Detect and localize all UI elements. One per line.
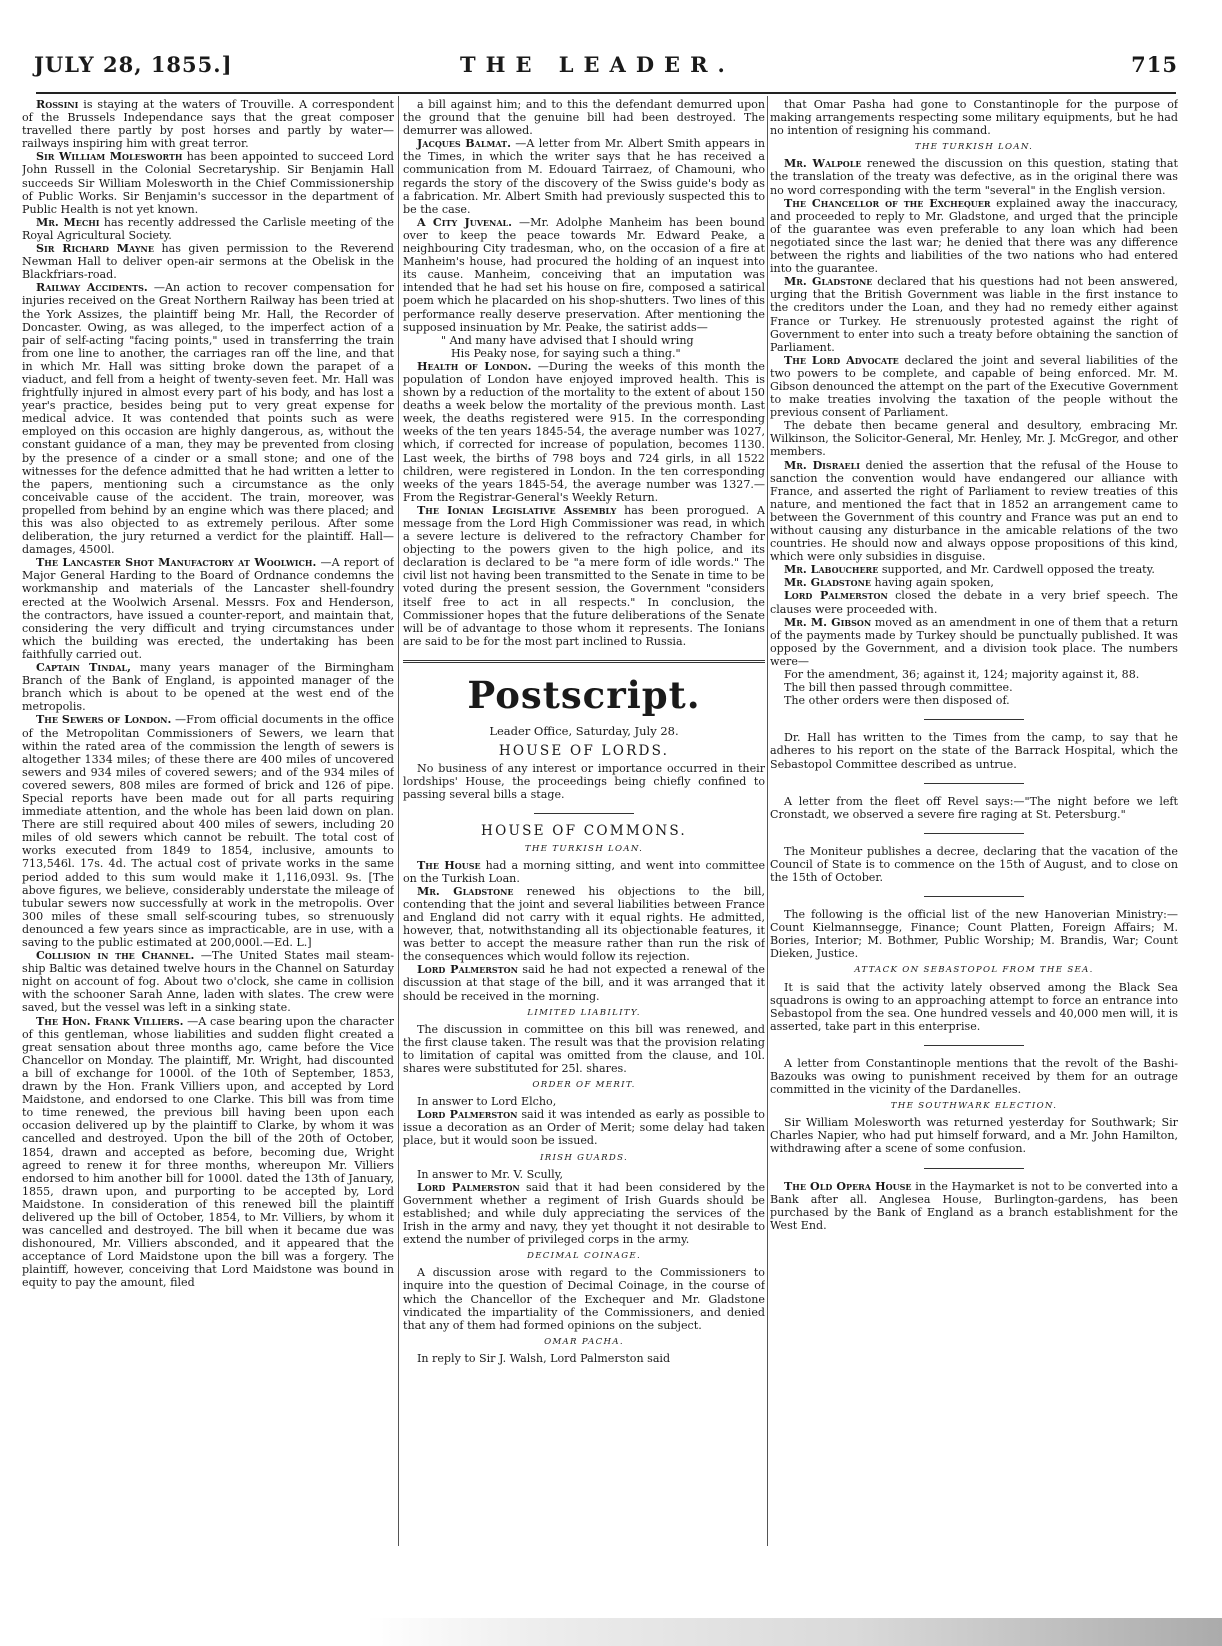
item-lead: The Hon. Frank Villiers. — [36, 1014, 184, 1028]
item-text: denied the assertion that the refusal of the House to sanction the convention would have endangered our alliance with France, and asserted the right of Parliament to review treaties of this nature, and mentioned the fact that in 1852 an arrangement came to between the Government of this country and France was put an end to without causing any disturbance in the amicable relations of the two countries. He should now and always oppose propositions of this kind, which were only subsidies in disguise. — [770, 458, 1178, 564]
item-text: —A case bearing upon the character of this gentleman, whose liabilities and sudden flight created a great sensation about three months ago, came before the Vice Chancellor on Monday. The plaintiff, Mr. Wright, had discounted a bill of exchange for 1000l. of the 10th of September, 1853, drawn by the Hon. Frank Villiers upon, and accepted by Lord Maidstone, and endorsed to one Clarke. This bill was from time to time renewed, the previous bill having been upon each occasion delivered up by the plaintiff to Clarke, by whom it was cancelled and destroyed. Upon the bill of the 20th of October, 1854, drawn and accepted as before, becoming due, Wright agreed to renew it for three months, whereupon Mr. Villiers endorsed to him another bill for 1000l. dated the 13th of January, 1855, drawn upon, and purporting to be accepted by, Lord Maidstone. In consideration of this renewed bill the plaintiff delivered up the bill of October, 1854, to Mr. Villiers, by whom it was cancelled and destroyed. The bill when it became due was dishonoured, Mr. Villiers absconded, and it appeared that the acceptance of Lord Maidstone upon the bill was a forgery. The plaintiff, however, conceiving that Lord Maidstone was bound in equity to pay the amount, filed — [22, 1014, 394, 1290]
subheading: LIMITED LIABILITY. — [527, 1007, 641, 1018]
paragraph — [22, 150, 394, 215]
paragraph — [403, 963, 765, 1002]
news-item: The Moniteur publishes a decree, declaring that the vacation of the Council of State is to commence on the 15th of August, and to close on the 15th of October. — [770, 844, 1178, 884]
item-text: The discussion in committee on this bill was renewed, and the first clause taken. The result was that the provision relating to limitation of capital was omitted from the clause, and 10l. shares were substituted for 25l. shares. — [403, 1022, 765, 1075]
paragraph: No business of any interest or importance occurred in their lordships' House, the proceedings being chiefly confined to passing several bills a stage. — [403, 762, 765, 802]
item-text: In reply to Sir J. Walsh, Lord Palmerston said — [417, 1351, 671, 1365]
item-lead: Lord Palmerston — [417, 1108, 518, 1122]
paragraph — [403, 1352, 765, 1365]
paragraph — [770, 563, 1178, 576]
paragraph — [22, 556, 394, 661]
item-text: —During the weeks of this month the population of London have enjoyed improved health. This is shown by a reduction of the mortality to the extent of about 150 deaths a week below the mortality of the previous month. Last week, the deaths registered were 915. In the corresponding weeks of the ten years 1845-54, the average number was 1027, which, if corrected for increase of population, becomes 1130. Last week, the births of 798 boys and 724 girls, in all 1522 children, were registered in London. In the ten corresponding weeks of the years 1845-54, the average number was 1327.—From the Registrar-General's Weekly Return. — [403, 359, 765, 504]
paragraph — [22, 242, 394, 281]
subheading: OMAR PACHA. — [544, 1336, 624, 1347]
item-lead: The Lancaster Shot Manufactory at Woolwich. — [36, 556, 317, 570]
section-divider — [403, 660, 765, 663]
item-lead: Railway Accidents. — [36, 281, 148, 295]
divider — [924, 833, 1024, 834]
paragraph — [22, 713, 394, 949]
item-text: supported, and Mr. Cardwell opposed the treaty. — [881, 563, 1155, 577]
paragraph — [770, 459, 1178, 564]
news-item: The following is the official list of the new Hanoverian Ministry:—Count Kielmannsegge, Finance; Count Platten, Foreign Affairs; M. Bories, Interior; M. Bothmer, Public Worship; M. Brandis, War; Count Dieken, Justice. — [770, 908, 1178, 961]
section-heading: HOUSE OF LORDS. — [498, 743, 670, 760]
item-lead: Lord Palmerston — [417, 1180, 520, 1194]
item-lead: Mr. Gladstone — [784, 275, 873, 289]
paragraph — [22, 949, 394, 1014]
news-item: A letter from the fleet off Revel says:—"The night before we left Cronstadt, we observed a severe fire raging at St. Petersburg." — [770, 794, 1178, 821]
page-header — [30, 52, 1178, 78]
subheading: THE SOUTHWARK ELECTION. — [890, 1101, 1058, 1112]
item-lead: Sir Richard Mayne — [36, 242, 154, 256]
item-text: The debate then became general and desultory, embracing Mr. Wilkinson, the Solicitor-General, Mr. Henley, Mr. J. McGregor, and other members. — [770, 419, 1178, 459]
item-lead: Health of London. — [417, 359, 532, 373]
newspaper-title: THE LEADER. — [460, 52, 735, 77]
paragraph — [770, 157, 1178, 196]
paragraph — [770, 668, 1178, 681]
item-text: renewed the discussion on this question, stating that the translation of the treaty was defective, as in the original there was no word corresponding with the term "several" in the English version. — [770, 157, 1178, 197]
news-item — [770, 1180, 1178, 1232]
item-lead: Sir William Molesworth — [36, 150, 183, 164]
item-text: In answer to Mr. V. Scully, — [417, 1167, 564, 1181]
scan-edge — [0, 1618, 1222, 1646]
divider — [924, 719, 1024, 720]
item-text: has been prorogued. A message from the Lord High Commissioner was read, in which a severe lecture is delivered to the refractory Chamber for objecting to the powers given to the high police, and its declaration is declared to be "a mere form of idle words." The civil list not having been transmitted to the Senate in time to be voted during the present session, the Government "considers itself free to act in all respects." In conclusion, the Commissioner hopes that the future deliberations of the Senate will be of advantage to those whom it represents. The Ionians are said to be for the most part inclined to Russia. — [403, 503, 765, 648]
item-lead: A City Juvenal. — [417, 215, 513, 229]
item-text: The bill then passed through committee. — [784, 681, 1013, 695]
paragraph — [770, 576, 1178, 589]
paragraph — [770, 98, 1178, 137]
paragraph — [770, 681, 1178, 694]
subheading: DECIMAL COINAGE. — [527, 1251, 641, 1262]
item-text: a bill against him; and to this the defendant demurred upon the ground that the genuine bill had been destroyed. The demurrer was allowed. — [403, 98, 765, 138]
item-lead: The House — [417, 858, 481, 872]
paragraph — [22, 216, 394, 242]
paragraph — [403, 1023, 765, 1075]
item-text: In answer to Lord Elcho, — [417, 1095, 557, 1109]
page-number: 715 — [1131, 52, 1178, 77]
item-text: moved as an amendment in one of them that a return of the payments made by Turkey should be punctually published. It was opposed by the Government, and a division took place. The numbers were— — [770, 615, 1178, 668]
issue-date: JULY 28, 1855.] — [34, 52, 233, 77]
paragraph — [770, 694, 1178, 707]
paragraph — [403, 1095, 765, 1108]
item-text: said that it had been considered by the Government whether a regiment of Irish Guards should be established; and while duly appreciating the services of the Irish in the army and navy, they yet thought it not desirable to extend the number of privileged corps in the army. — [403, 1180, 765, 1247]
paragraph — [22, 1015, 394, 1290]
paragraph — [22, 661, 394, 713]
subheading: ORDER OF MERIT. — [532, 1080, 636, 1091]
postscript-title: Postscript. — [467, 672, 701, 717]
item-lead: Mr. Labouchere — [784, 563, 879, 577]
item-lead: Mr. Gladstone — [784, 576, 872, 590]
item-text: that Omar Pasha had gone to Constantinople for the purpose of making arrangements respecting some military equipments, but he had no intention of resigning his command. — [770, 98, 1178, 138]
paragraph — [403, 360, 765, 504]
item-lead: Captain Tindal, — [36, 661, 132, 675]
column-rule — [767, 96, 768, 1546]
paragraph — [770, 419, 1178, 458]
item-text: —From official documents in the office of the Metropolitan Commissioners of Sewers, we learn that within the rated area of the commission the length of sewers is altogether 1334 miles; of these there are 400 miles of uncovered sewers and 934 miles of covered sewers; and of the 934 miles of covered sewers, 808 miles are formed of brick and 126 of pipe. Special reports have been made out for all parts requiring immediate attention, and the whole has been laid down on plan. There are still required about 400 miles of sewers, including 20 miles of old sewers which cannot be rebuilt. The total cost of works executed from 1849 to 1854, inclusive, amounts to 713,546l. 17s. 4d. The actual cost of private works in the same period added to this sum would make it 1,116,093l. 9s. [The above figures, we believe, considerably understate the mileage of tubular sewers now successfully at work in the metropolis. Over 300 miles of these small self-scouring tubes, so strenuously denounced a few years since as impracticable, are in use, with a saving to the public estimated at 200,000l.—Ed. L.] — [22, 713, 394, 949]
item-text: —A letter from Mr. Albert Smith appears in the Times, in which the writer says that he has received a communication from M. Edouard Tairraez, of Chamouni, who regards the story of the discovery of the Swiss guide's body as a fabrication. Mr. Albert Smith had previously suspected this to be the case. — [403, 137, 765, 216]
header-rule — [36, 92, 1176, 94]
paragraph — [403, 1168, 765, 1181]
news-item: A letter from Constantinople mentions that the revolt of the Bashi-Bazouks was owing to punishment received by them for an outrage committed in the vicinity of the Dardanelles. — [770, 1056, 1178, 1097]
item-text: —A report of Major General Harding to the Board of Ordnance condemns the workmanship and materials of the Lancaster shell-foundry erected at the Woolwich Arsenal. Messrs. Fox and Henderson, the contractors, have issued a counter-report, and maintain that, considering the very difficult and trying circumstances under which the building was erected, the undertaking has been faithfully carried out. — [22, 556, 394, 661]
subheading: ATTACK ON SEBASTOPOL FROM THE SEA. — [854, 965, 1094, 976]
paragraph — [403, 216, 765, 334]
item-text: —The United States mail steam-ship Baltic was detained twelve hours in the Channel on Saturday night on account of fog. About two o'clock, she came in collision with the schooner Sarah Anne, laden with slates. The crew were saved, but the vessel was left in a sinking state. — [22, 949, 394, 1015]
item-text: renewed his objections to the bill, contending that the joint and several liabilities between France and England did not carry with it equal rights. He admitted, however, that, notwithstanding all its objectionable features, it was better to accept the measure rather than run the risk of the consequences which would follow its rejection. — [403, 884, 765, 964]
item-lead: The Chancellor of the Exchequer — [784, 196, 991, 210]
column-3 — [770, 98, 1178, 1568]
subheading: THE TURKISH LOAN. — [914, 142, 1034, 153]
paragraph — [403, 504, 765, 648]
item-text: closed the debate in a very brief speech. The clauses were proceeded with. — [770, 589, 1178, 616]
subheading: IRISH GUARDS. — [540, 1152, 628, 1163]
paragraph — [403, 885, 765, 964]
item-text: many years manager of the Birmingham Branch of the Bank of England, is appointed manager of the branch which is about to be opened at the west end of the metropolis. — [22, 661, 394, 714]
item-lead: Lord Palmerston — [417, 963, 518, 977]
section-heading: HOUSE OF COMMONS. — [481, 823, 687, 840]
divider — [534, 813, 634, 814]
item-text: had a morning sitting, and went into committee on the Turkish Loan. — [403, 858, 765, 885]
dateline: Leader Office, Saturday, July 28. — [489, 723, 679, 738]
item-text: For the amendment, 36; against it, 124; majority against it, 88. — [784, 668, 1140, 682]
item-text: said it was intended as early as possible to issue a decoration as an Order of Merit; some delay had taken place, but it would soon be issued. — [403, 1108, 765, 1148]
item-lead: Mr. Mechi — [36, 215, 100, 229]
item-lead: Rossini — [36, 98, 79, 111]
item-lead: Collision in the Channel. — [36, 949, 195, 963]
item-lead: The Ionian Legislative Assembly — [417, 503, 617, 517]
paragraph — [770, 354, 1178, 419]
item-lead: Mr. Walpole — [784, 157, 862, 171]
verse-line: His Peaky nose, for saying such a thing." — [451, 346, 681, 360]
paragraph — [403, 859, 765, 885]
paragraph — [403, 1266, 765, 1331]
column-2 — [403, 98, 765, 1568]
item-text: A discussion arose with regard to the Commissioners to inquire into the question of Decimal Coinage, in the course of which the Chancellor of the Exchequer and Mr. Gladstone vindicated the impartiality of the Commissioners, and denied that any of them had formed opinions on the subject. — [403, 1266, 765, 1332]
verse-line: " And many have advised that I should wring — [441, 333, 694, 347]
news-item: It is said that the activity lately observed among the Black Sea squadrons is owing to an approaching attempt to force an entrance into Sebastopol from the sea. One hundred vessels and 40,000 men will, it is asserted, take part in this enterprise. — [770, 980, 1178, 1033]
paragraph — [403, 1181, 765, 1246]
divider — [924, 896, 1024, 897]
item-text: declared the joint and several liabilities of the two powers to be complete, and capable of being enforced. Mr. M. Gibson denounced the attempt on the part of the Executive Government to make treaties involving the taxation of the people without the previous consent of Parliament. — [770, 353, 1178, 420]
item-text: has recently addressed the Carlisle meeting of the Royal Agricultural Society. — [22, 215, 394, 242]
item-lead: Mr. Gladstone — [417, 884, 514, 898]
divider — [924, 1045, 1024, 1046]
item-lead: Mr. Disraeli — [784, 458, 861, 472]
item-lead: The Sewers of London. — [36, 713, 172, 727]
item-text: has been appointed to succeed Lord John Russell in the Colonial Secretaryship. Sir Benjamin Hall succeeds Sir William Molesworth in the Chief Commissionership of Public Works. Sir Benjamin's successor in the department of Public Health is not yet known. — [22, 150, 394, 216]
item-lead: Mr. M. Gibson — [784, 615, 872, 629]
item-text: explained away the inaccuracy, and proceeded to reply to Mr. Gladstone, and urged that the principle of the guarantee was even preferable to any loan which had been negotiated since the last war; he denied that there was any difference between the rights and liabilities of the two nations who had entered into the guarantee. — [770, 196, 1178, 276]
divider — [924, 783, 1024, 784]
column-rule — [398, 96, 399, 1546]
item-lead: Jacques Balmat. — [417, 137, 511, 151]
item-lead: Lord Palmerston — [784, 589, 888, 603]
item-text: declared that his questions had not been answered, urging that the British Government was liable in the first instance to the creditors under the Loan, and they had no remedy either against France or Turkey. He strenuously protested against the right of Government to enter into such a treaty before obtaining the sanction of Parliament. — [770, 275, 1178, 354]
subheading: THE TURKISH LOAN. — [524, 843, 644, 854]
paragraph — [770, 275, 1178, 354]
column-1 — [22, 98, 394, 1568]
paragraph — [403, 1108, 765, 1147]
paragraph — [403, 137, 765, 216]
item-text: having again spoken, — [874, 576, 994, 590]
divider — [924, 1168, 1024, 1169]
paragraph — [403, 98, 765, 137]
news-item: Sir William Molesworth was returned yesterday for Southwark; Sir Charles Napier, who had put himself forward, and a Mr. John Hamilton, withdrawing after a scene of some confusion. — [770, 1116, 1178, 1156]
news-item: Dr. Hall has written to the Times from the camp, to say that he adheres to his report on the state of the Barrack Hospital, which the Sebastopol Committee described as untrue. — [770, 731, 1178, 771]
item-text: has given permission to the Reverend Newman Hall to deliver open-air sermons at the Obelisk in the Blackfriars-road. — [22, 242, 394, 282]
paragraph — [22, 281, 394, 556]
item-lead: The Lord Advocate — [784, 353, 899, 367]
item-lead: The Old Opera House — [784, 1179, 912, 1193]
item-text: in the Haymarket is not to be converted into a Bank after all. Anglesea House, Burlington-gardens, has been purchased by the Bank of England as a branch establishment for the West End. — [770, 1179, 1178, 1232]
item-text: is staying at the waters of Trouville. A correspondent of the Brussels Independance says that the great composer travelled there partly by post horses and partly by water—railways inspiring him with great terror. — [22, 98, 394, 151]
item-text: —An action to recover compensation for injuries received on the Great Northern Railway has been tried at the York Assizes, the plaintiff being Mr. Hall, the Recorder of Doncaster. Owing, as was alleged, to the imperfect action of a pair of self-acting "facing points," used in transferring the train from one line to another, the carriages ran off the line, and that in which Mr. Hall was sitting broke down the parapet of a viaduct, and fell from a height of twenty-seven feet. Mr. Hall was frightfully injured in almost every part of his body, and has lost a year's practice, besides being put to very great expense for medical advice. It was contended that points such as were employed on this occasion are highly dangerous, as, without the constant guidance of a man, they may be prevented from closing by the presence of a cinder or a small stone; and one of the witnesses for the defence admitted that he had written a letter to the papers, mentioning such a circumstance as the only conceivable cause of the accident. The train, moreover, was propelled from behind by an engine which was there placed; and this was also objected to as extremely perilous. After some deliberation, the jury returned a verdict for the plaintiff. Hall—damages, 4500l. — [22, 281, 394, 557]
item-text: said he had not expected a renewal of the discussion at that stage of the bill, and it was arranged that it should be received in the morning. — [403, 963, 765, 1003]
paragraph — [770, 616, 1178, 668]
paragraph — [770, 589, 1178, 615]
paragraph — [770, 197, 1178, 276]
item-text: —Mr. Adolphe Manheim has been bound over to keep the peace towards Mr. Edward Peake, a neighbouring City tradesman, who, on the occasion of a fire at Manheim's house, had procured the holding of an inquest into its cause. Manheim, conceiving that an imputation was intended that he had set his house on fire, composed a satirical poem which he placarded on his shop-shutters. Two lines of this performance really deserve preservation. After mentioning the supposed insinuation by Mr. Peake, the satirist adds— — [403, 215, 765, 334]
paragraph — [22, 98, 394, 150]
item-text: The other orders were then disposed of. — [784, 694, 1010, 708]
